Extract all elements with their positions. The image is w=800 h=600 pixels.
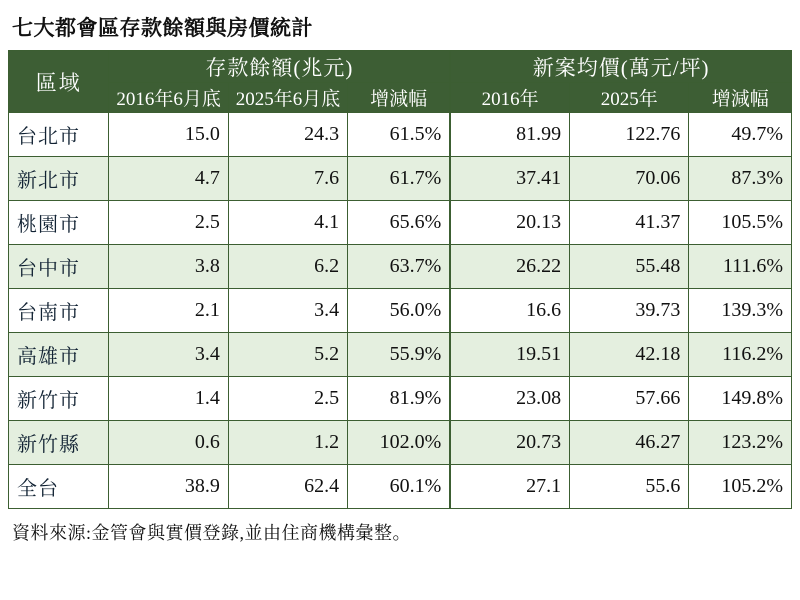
cell-price-change: 139.3%: [689, 289, 792, 333]
table-row: [9, 289, 792, 333]
cell-price-change: 49.7%: [689, 113, 792, 157]
row-label: 台中市: [9, 245, 109, 289]
cell-deposit-2025: 24.3: [228, 113, 347, 157]
cell-deposit-change: 60.1%: [348, 465, 451, 509]
table-row: [9, 421, 792, 465]
column-header-deposit-2016: 2016年6月底: [109, 83, 228, 113]
cell-price-2016: 23.08: [450, 377, 569, 421]
column-group-price: 新案均價(萬元/坪): [450, 51, 791, 83]
cell-price-2025: 46.27: [570, 421, 689, 465]
cell-price-2025: 39.73: [570, 289, 689, 333]
row-label: 桃園市: [9, 201, 109, 245]
page-title: 七大都會區存款餘額與房價統計: [12, 16, 313, 40]
cell-price-2025: 55.6: [570, 465, 689, 509]
column-header-deposit-2025: 2025年6月底: [228, 83, 347, 113]
cell-price-change: 87.3%: [689, 157, 792, 201]
cell-deposit-2016: 0.6: [109, 421, 228, 465]
column-header-price-2016: 2016年: [450, 83, 569, 113]
cell-price-2025: 42.18: [570, 333, 689, 377]
cell-price-2016: 16.6: [450, 289, 569, 333]
cell-price-2025: 122.76: [570, 113, 689, 157]
cell-price-2016: 20.73: [450, 421, 569, 465]
table-row-total: [9, 465, 792, 509]
row-label: 台南市: [9, 289, 109, 333]
column-group-deposit: 存款餘額(兆元): [109, 51, 450, 83]
cell-deposit-2016: 1.4: [109, 377, 228, 421]
row-label: 新竹市: [9, 377, 109, 421]
cell-deposit-2025: 5.2: [228, 333, 347, 377]
cell-deposit-2016: 4.7: [109, 157, 228, 201]
cell-deposit-change: 102.0%: [348, 421, 451, 465]
cell-price-change: 105.2%: [689, 465, 792, 509]
column-header-deposit-change: 增減幅: [348, 83, 451, 113]
cell-deposit-2016: 2.5: [109, 201, 228, 245]
cell-price-change: 105.5%: [689, 201, 792, 245]
cell-price-change: 149.8%: [689, 377, 792, 421]
cell-deposit-2016: 3.8: [109, 245, 228, 289]
cell-price-2025: 57.66: [570, 377, 689, 421]
cell-price-2016: 37.41: [450, 157, 569, 201]
statistics-table: [8, 50, 792, 509]
cell-deposit-2025: 3.4: [228, 289, 347, 333]
table-row: [9, 157, 792, 201]
cell-deposit-change: 61.5%: [348, 113, 451, 157]
table-row: [9, 377, 792, 421]
column-header-region: 區域: [9, 51, 109, 113]
table-header: [9, 51, 792, 113]
row-label: 全台: [9, 465, 109, 509]
cell-deposit-change: 55.9%: [348, 333, 451, 377]
cell-deposit-2025: 1.2: [228, 421, 347, 465]
table-row: [9, 245, 792, 289]
cell-deposit-2025: 6.2: [228, 245, 347, 289]
cell-deposit-2025: 7.6: [228, 157, 347, 201]
cell-deposit-change: 65.6%: [348, 201, 451, 245]
cell-price-2016: 27.1: [450, 465, 569, 509]
cell-deposit-2016: 15.0: [109, 113, 228, 157]
cell-deposit-change: 61.7%: [348, 157, 451, 201]
table-row: [9, 333, 792, 377]
column-header-price-2025: 2025年: [570, 83, 689, 113]
cell-price-2025: 70.06: [570, 157, 689, 201]
cell-deposit-change: 81.9%: [348, 377, 451, 421]
cell-deposit-change: 63.7%: [348, 245, 451, 289]
cell-price-2016: 26.22: [450, 245, 569, 289]
cell-deposit-2025: 62.4: [228, 465, 347, 509]
cell-price-change: 116.2%: [689, 333, 792, 377]
cell-deposit-2016: 3.4: [109, 333, 228, 377]
column-header-price-change: 增減幅: [689, 83, 792, 113]
cell-price-change: 111.6%: [689, 245, 792, 289]
table-row: [9, 113, 792, 157]
cell-price-2016: 81.99: [450, 113, 569, 157]
cell-deposit-2025: 4.1: [228, 201, 347, 245]
cell-price-2016: 19.51: [450, 333, 569, 377]
row-label: 新北市: [9, 157, 109, 201]
source-note: 資料來源:金管會與實價登錄,並由住商機構彙整。: [12, 523, 411, 543]
row-label: 台北市: [9, 113, 109, 157]
cell-price-change: 123.2%: [689, 421, 792, 465]
table-body: [9, 113, 792, 509]
cell-price-2025: 41.37: [570, 201, 689, 245]
cell-deposit-2016: 2.1: [109, 289, 228, 333]
cell-deposit-2016: 38.9: [109, 465, 228, 509]
row-label: 高雄市: [9, 333, 109, 377]
cell-deposit-2025: 2.5: [228, 377, 347, 421]
cell-deposit-change: 56.0%: [348, 289, 451, 333]
cell-price-2016: 20.13: [450, 201, 569, 245]
table-row: [9, 201, 792, 245]
cell-price-2025: 55.48: [570, 245, 689, 289]
row-label: 新竹縣: [9, 421, 109, 465]
